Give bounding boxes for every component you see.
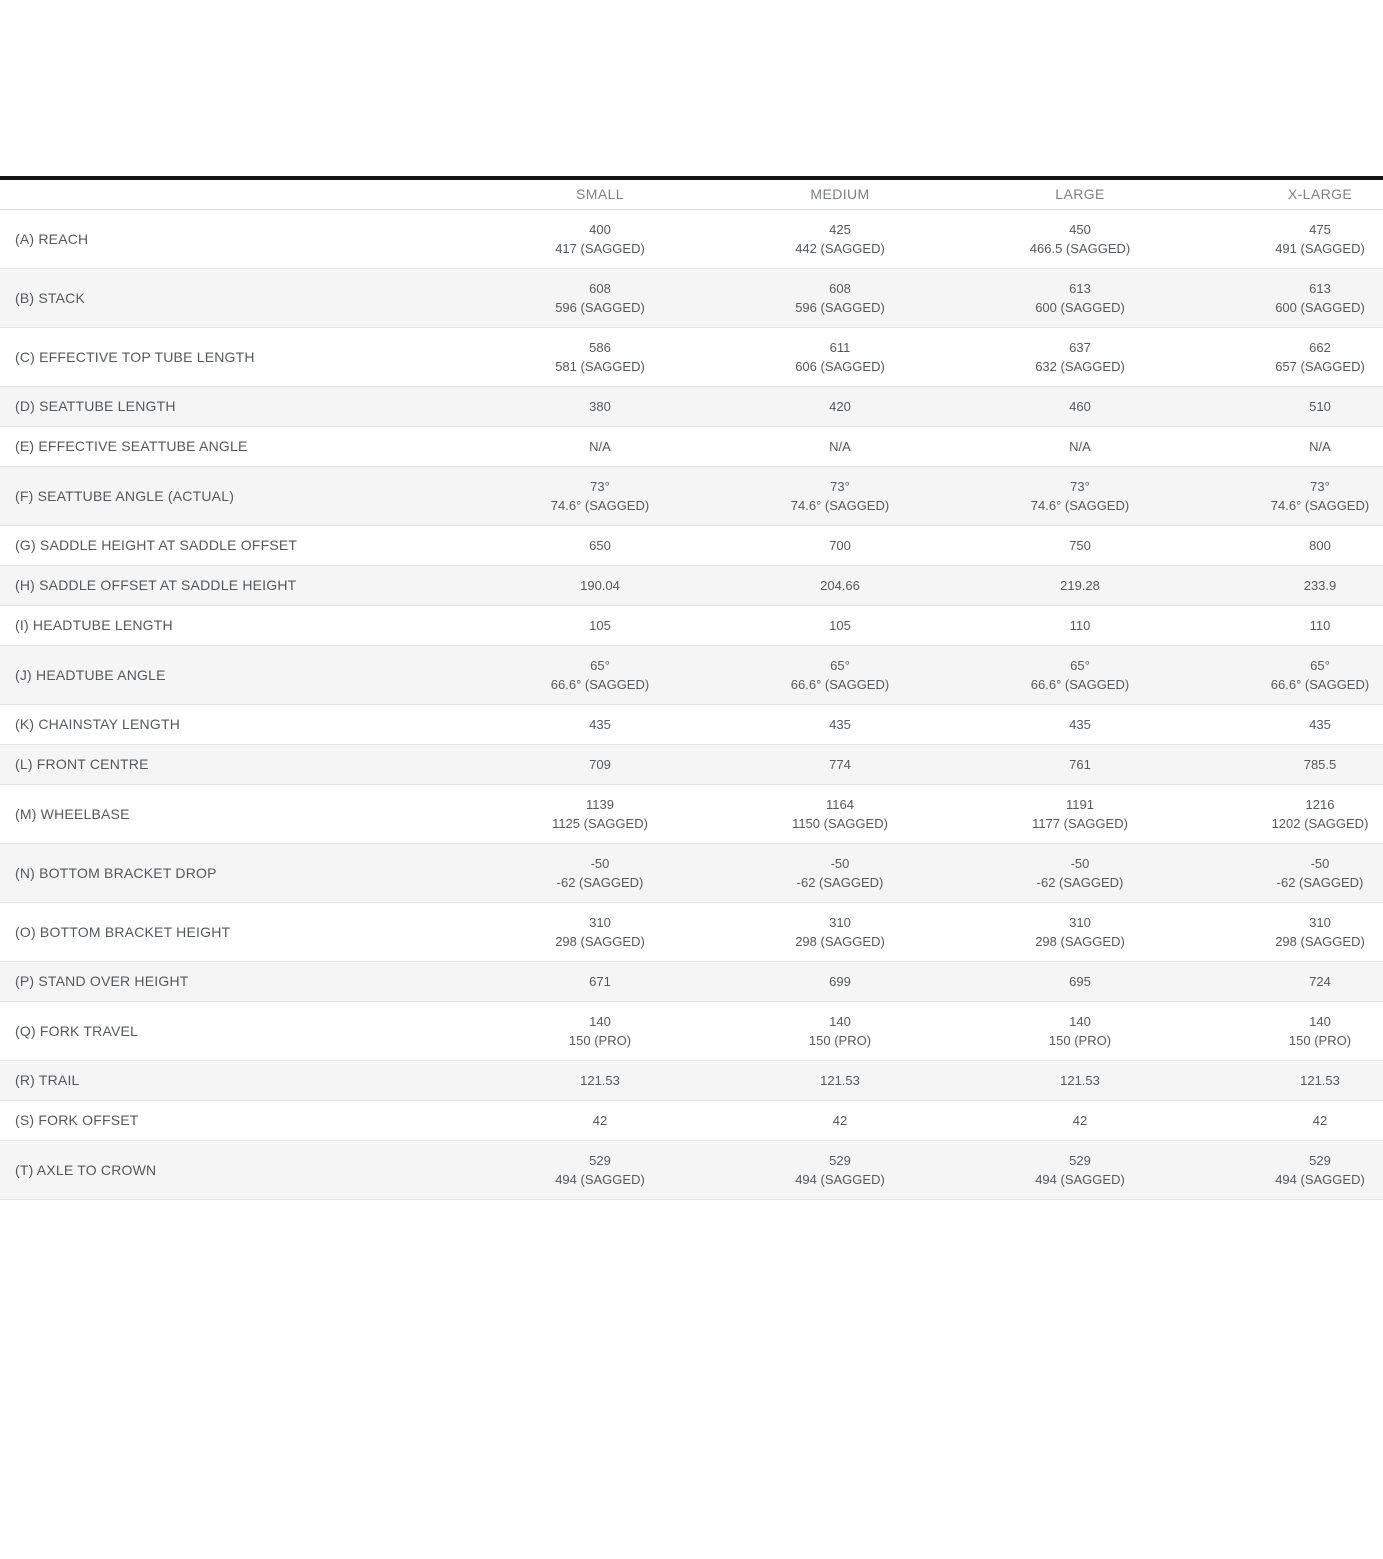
value-secondary: -62 (SAGGED) <box>556 875 644 890</box>
value-cell <box>480 1002 720 1061</box>
table-row <box>0 785 1383 844</box>
value-cell <box>1200 387 1383 427</box>
value-cell <box>480 328 720 387</box>
value-primary: N/A <box>1309 439 1331 454</box>
value-cell <box>1200 705 1383 745</box>
value-cell <box>960 745 1200 785</box>
value-cell <box>960 210 1200 269</box>
value-secondary: 150 (PRO) <box>808 1033 872 1048</box>
value-primary: 671 <box>589 974 611 989</box>
value-cell <box>720 566 960 606</box>
table-row <box>0 1002 1383 1061</box>
value-primary: 425 <box>829 222 851 237</box>
value-cell <box>1200 328 1383 387</box>
value-secondary: 298 (SAGGED) <box>795 934 885 949</box>
value-secondary: 466.5 (SAGGED) <box>1029 241 1131 256</box>
value-cell <box>1200 606 1383 646</box>
value-cell <box>960 427 1200 467</box>
value-secondary: 74.6° (SAGGED) <box>790 498 890 513</box>
column-header-small: SMALL <box>480 178 720 210</box>
value-cell <box>720 1141 960 1200</box>
value-cell <box>480 745 720 785</box>
value-cell <box>960 606 1200 646</box>
value-secondary: 66.6° (SAGGED) <box>1030 677 1130 692</box>
row-label: (I) HEADTUBE LENGTH <box>15 617 173 633</box>
value-cell <box>720 467 960 526</box>
value-secondary: -62 (SAGGED) <box>796 875 884 890</box>
value-primary: 73° <box>830 479 850 494</box>
value-primary: 310 <box>589 915 611 930</box>
value-cell <box>480 962 720 1002</box>
value-cell <box>960 526 1200 566</box>
value-primary: 121.53 <box>1060 1073 1100 1088</box>
value-primary: 800 <box>1309 538 1331 553</box>
value-primary: 219.28 <box>1060 578 1100 593</box>
value-cell <box>960 566 1200 606</box>
value-primary: 42 <box>1312 1113 1328 1128</box>
value-primary: 529 <box>1069 1153 1091 1168</box>
value-cell <box>1200 526 1383 566</box>
value-secondary: 657 (SAGGED) <box>1275 359 1365 374</box>
row-label: (Q) FORK TRAVEL <box>15 1022 139 1039</box>
value-primary: 140 <box>1069 1014 1091 1029</box>
value-cell <box>1200 745 1383 785</box>
value-primary: N/A <box>589 439 611 454</box>
table-row <box>0 427 1383 467</box>
row-label: (C) EFFECTIVE TOP TUBE LENGTH <box>15 348 255 365</box>
value-primary: 637 <box>1069 340 1091 355</box>
value-cell <box>480 646 720 705</box>
value-cell <box>480 844 720 903</box>
value-secondary: 600 (SAGGED) <box>1275 300 1365 315</box>
value-secondary: 150 (PRO) <box>1048 1033 1112 1048</box>
value-secondary: 150 (PRO) <box>1288 1033 1352 1048</box>
value-cell <box>1200 1141 1383 1200</box>
value-cell <box>720 526 960 566</box>
value-cell <box>720 210 960 269</box>
geometry-table-wrap <box>0 176 1383 1200</box>
value-primary: 73° <box>1310 479 1330 494</box>
table-row <box>0 646 1383 705</box>
row-label: (B) STACK <box>15 289 85 306</box>
table-row <box>0 962 1383 1002</box>
value-primary: 1216 <box>1305 797 1335 812</box>
value-cell <box>960 1002 1200 1061</box>
value-primary: 608 <box>589 281 611 296</box>
value-secondary: 581 (SAGGED) <box>555 359 645 374</box>
value-cell <box>960 785 1200 844</box>
value-secondary: 1202 (SAGGED) <box>1271 816 1369 831</box>
column-header-large: LARGE <box>960 178 1200 210</box>
value-primary: 475 <box>1309 222 1331 237</box>
value-cell <box>1200 210 1383 269</box>
value-primary: 42 <box>1072 1113 1088 1128</box>
value-primary: 1191 <box>1066 797 1094 812</box>
value-primary: 699 <box>829 974 851 989</box>
value-primary: 65° <box>590 658 610 673</box>
value-primary: 750 <box>1069 538 1091 553</box>
table-row <box>0 269 1383 328</box>
value-cell <box>1200 1002 1383 1061</box>
value-secondary: 494 (SAGGED) <box>1035 1172 1125 1187</box>
value-primary: 121.53 <box>580 1073 620 1088</box>
value-cell <box>960 467 1200 526</box>
row-label: (G) SADDLE HEIGHT AT SADDLE OFFSET <box>15 537 298 553</box>
value-secondary: 494 (SAGGED) <box>795 1172 885 1187</box>
value-primary: 785.5 <box>1303 757 1337 772</box>
value-cell <box>720 1101 960 1141</box>
value-cell <box>480 269 720 328</box>
value-cell <box>960 962 1200 1002</box>
value-secondary: 74.6° (SAGGED) <box>550 498 650 513</box>
value-cell <box>720 606 960 646</box>
value-cell <box>720 328 960 387</box>
table-row <box>0 1061 1383 1101</box>
row-label: (D) SEATTUBE LENGTH <box>15 398 176 414</box>
value-primary: 435 <box>1309 717 1331 732</box>
table-row <box>0 210 1383 269</box>
value-secondary: 150 (PRO) <box>568 1033 632 1048</box>
value-primary: 121.53 <box>1300 1073 1340 1088</box>
value-secondary: 298 (SAGGED) <box>1275 934 1365 949</box>
value-primary: -50 <box>1070 856 1090 871</box>
column-header-medium: MEDIUM <box>720 178 960 210</box>
value-primary: 460 <box>1069 399 1091 414</box>
table-row <box>0 1101 1383 1141</box>
value-primary: -50 <box>590 856 610 871</box>
value-cell <box>720 705 960 745</box>
table-row <box>0 705 1383 745</box>
table-row <box>0 566 1383 606</box>
page <box>0 176 1383 1559</box>
value-cell <box>1200 1061 1383 1101</box>
row-label: (L) FRONT CENTRE <box>15 756 149 772</box>
value-primary: 613 <box>1309 281 1331 296</box>
value-cell <box>480 526 720 566</box>
value-cell <box>720 1061 960 1101</box>
value-primary: 310 <box>829 915 851 930</box>
geometry-table <box>0 176 1383 1200</box>
value-primary: 105 <box>829 618 851 633</box>
value-primary: 420 <box>829 399 851 414</box>
value-secondary: 74.6° (SAGGED) <box>1030 498 1130 513</box>
value-cell <box>480 1141 720 1200</box>
value-secondary: 66.6° (SAGGED) <box>550 677 650 692</box>
value-cell <box>720 269 960 328</box>
value-primary: 190.04 <box>580 578 620 593</box>
value-secondary: 596 (SAGGED) <box>555 300 645 315</box>
table-row <box>0 467 1383 526</box>
value-primary: 310 <box>1309 915 1331 930</box>
value-cell <box>960 269 1200 328</box>
value-primary: 650 <box>589 538 611 553</box>
value-primary: 724 <box>1309 974 1331 989</box>
value-cell <box>1200 844 1383 903</box>
value-cell <box>960 844 1200 903</box>
value-cell <box>1200 566 1383 606</box>
value-primary: 662 <box>1309 340 1331 355</box>
value-primary: 1164 <box>826 797 854 812</box>
value-primary: 435 <box>1069 717 1091 732</box>
value-cell <box>720 1002 960 1061</box>
row-label: (M) WHEELBASE <box>15 805 130 822</box>
value-secondary: 632 (SAGGED) <box>1035 359 1125 374</box>
value-cell <box>960 1101 1200 1141</box>
value-secondary: 596 (SAGGED) <box>795 300 885 315</box>
table-row <box>0 903 1383 962</box>
value-cell <box>480 387 720 427</box>
value-primary: 65° <box>1070 658 1090 673</box>
value-primary: N/A <box>829 439 851 454</box>
value-cell <box>480 467 720 526</box>
value-secondary: 494 (SAGGED) <box>1275 1172 1365 1187</box>
value-cell <box>480 785 720 844</box>
value-secondary: 1150 (SAGGED) <box>792 816 888 831</box>
value-cell <box>960 646 1200 705</box>
value-cell <box>480 606 720 646</box>
value-primary: -50 <box>830 856 850 871</box>
row-label: (E) EFFECTIVE SEATTUBE ANGLE <box>15 438 248 454</box>
column-header-x-large: X-LARGE <box>1200 178 1383 210</box>
value-primary: -50 <box>1310 856 1330 871</box>
table-row <box>0 844 1383 903</box>
value-primary: 42 <box>832 1113 848 1128</box>
table-row <box>0 526 1383 566</box>
value-primary: 529 <box>589 1153 611 1168</box>
value-secondary: 606 (SAGGED) <box>795 359 885 374</box>
header-row <box>0 178 1383 210</box>
value-primary: 105 <box>589 618 611 633</box>
value-primary: 529 <box>829 1153 851 1168</box>
value-cell <box>480 566 720 606</box>
row-label: (R) TRAIL <box>15 1072 80 1088</box>
row-label: (J) HEADTUBE ANGLE <box>15 666 166 683</box>
value-primary: 608 <box>829 281 851 296</box>
value-primary: 110 <box>1309 618 1331 633</box>
value-primary: 310 <box>1069 915 1091 930</box>
table-row <box>0 1141 1383 1200</box>
value-secondary: 66.6° (SAGGED) <box>790 677 890 692</box>
value-primary: 110 <box>1069 618 1091 633</box>
value-primary: 140 <box>1309 1014 1331 1029</box>
value-cell <box>480 705 720 745</box>
value-secondary: 298 (SAGGED) <box>555 934 645 949</box>
value-primary: 73° <box>1070 479 1090 494</box>
header-spacer <box>0 178 480 210</box>
value-secondary: 491 (SAGGED) <box>1275 241 1365 256</box>
value-cell <box>1200 903 1383 962</box>
row-label: (T) AXLE TO CROWN <box>15 1161 157 1178</box>
value-secondary: 298 (SAGGED) <box>1035 934 1125 949</box>
value-primary: 65° <box>1310 658 1330 673</box>
value-cell <box>720 427 960 467</box>
value-primary: 204.66 <box>820 578 860 593</box>
value-cell <box>960 387 1200 427</box>
row-label: (H) SADDLE OFFSET AT SADDLE HEIGHT <box>15 577 297 593</box>
table-row <box>0 745 1383 785</box>
row-label: (K) CHAINSTAY LENGTH <box>15 716 181 732</box>
value-cell <box>1200 785 1383 844</box>
value-secondary: 1125 (SAGGED) <box>552 816 648 831</box>
value-primary: 695 <box>1069 974 1091 989</box>
value-cell <box>1200 962 1383 1002</box>
value-cell <box>960 1141 1200 1200</box>
table-row <box>0 606 1383 646</box>
row-label: (S) FORK OFFSET <box>15 1112 139 1128</box>
value-primary: 450 <box>1069 222 1091 237</box>
value-cell <box>960 1061 1200 1101</box>
value-primary: 613 <box>1069 281 1091 296</box>
value-secondary: 66.6° (SAGGED) <box>1270 677 1370 692</box>
value-primary: 700 <box>829 538 851 553</box>
value-primary: 761 <box>1069 757 1091 772</box>
value-secondary: -62 (SAGGED) <box>1276 875 1364 890</box>
value-cell <box>1200 467 1383 526</box>
value-cell <box>1200 427 1383 467</box>
value-cell <box>720 903 960 962</box>
row-label: (F) SEATTUBE ANGLE (ACTUAL) <box>15 487 235 504</box>
value-cell <box>480 1101 720 1141</box>
row-label: (A) REACH <box>15 230 89 247</box>
value-cell <box>480 210 720 269</box>
value-cell <box>480 903 720 962</box>
value-secondary: 417 (SAGGED) <box>555 241 645 256</box>
value-cell <box>720 387 960 427</box>
value-cell <box>960 903 1200 962</box>
value-secondary: 442 (SAGGED) <box>795 241 885 256</box>
value-cell <box>960 328 1200 387</box>
value-cell <box>720 844 960 903</box>
value-primary: 709 <box>589 757 611 772</box>
value-cell <box>480 1061 720 1101</box>
value-primary: 400 <box>589 222 611 237</box>
value-cell <box>720 962 960 1002</box>
value-primary: 1139 <box>586 797 614 812</box>
value-primary: 73° <box>590 479 610 494</box>
value-primary: 435 <box>589 717 611 732</box>
value-cell <box>480 427 720 467</box>
value-primary: 42 <box>592 1113 608 1128</box>
value-cell <box>960 705 1200 745</box>
value-primary: 233.9 <box>1303 578 1337 593</box>
value-primary: 140 <box>589 1014 611 1029</box>
value-primary: 435 <box>829 717 851 732</box>
value-primary: 380 <box>589 399 611 414</box>
value-secondary: 600 (SAGGED) <box>1035 300 1125 315</box>
value-cell <box>1200 1101 1383 1141</box>
value-secondary: 74.6° (SAGGED) <box>1270 498 1370 513</box>
value-cell <box>720 646 960 705</box>
table-row <box>0 328 1383 387</box>
value-cell <box>720 745 960 785</box>
row-label: (O) BOTTOM BRACKET HEIGHT <box>15 923 231 940</box>
value-primary: 611 <box>829 340 851 355</box>
row-label: (P) STAND OVER HEIGHT <box>15 973 189 989</box>
value-secondary: 494 (SAGGED) <box>555 1172 645 1187</box>
value-cell <box>1200 269 1383 328</box>
value-primary: 529 <box>1309 1153 1331 1168</box>
value-cell <box>720 785 960 844</box>
value-primary: 140 <box>829 1014 851 1029</box>
value-primary: 586 <box>589 340 611 355</box>
value-primary: 774 <box>829 757 851 772</box>
value-secondary: -62 (SAGGED) <box>1036 875 1124 890</box>
table-row <box>0 387 1383 427</box>
value-cell <box>1200 646 1383 705</box>
value-primary: N/A <box>1069 439 1091 454</box>
value-primary: 121.53 <box>820 1073 860 1088</box>
value-primary: 510 <box>1309 399 1331 414</box>
value-primary: 65° <box>830 658 850 673</box>
row-label: (N) BOTTOM BRACKET DROP <box>15 864 217 881</box>
value-secondary: 1177 (SAGGED) <box>1032 816 1128 831</box>
